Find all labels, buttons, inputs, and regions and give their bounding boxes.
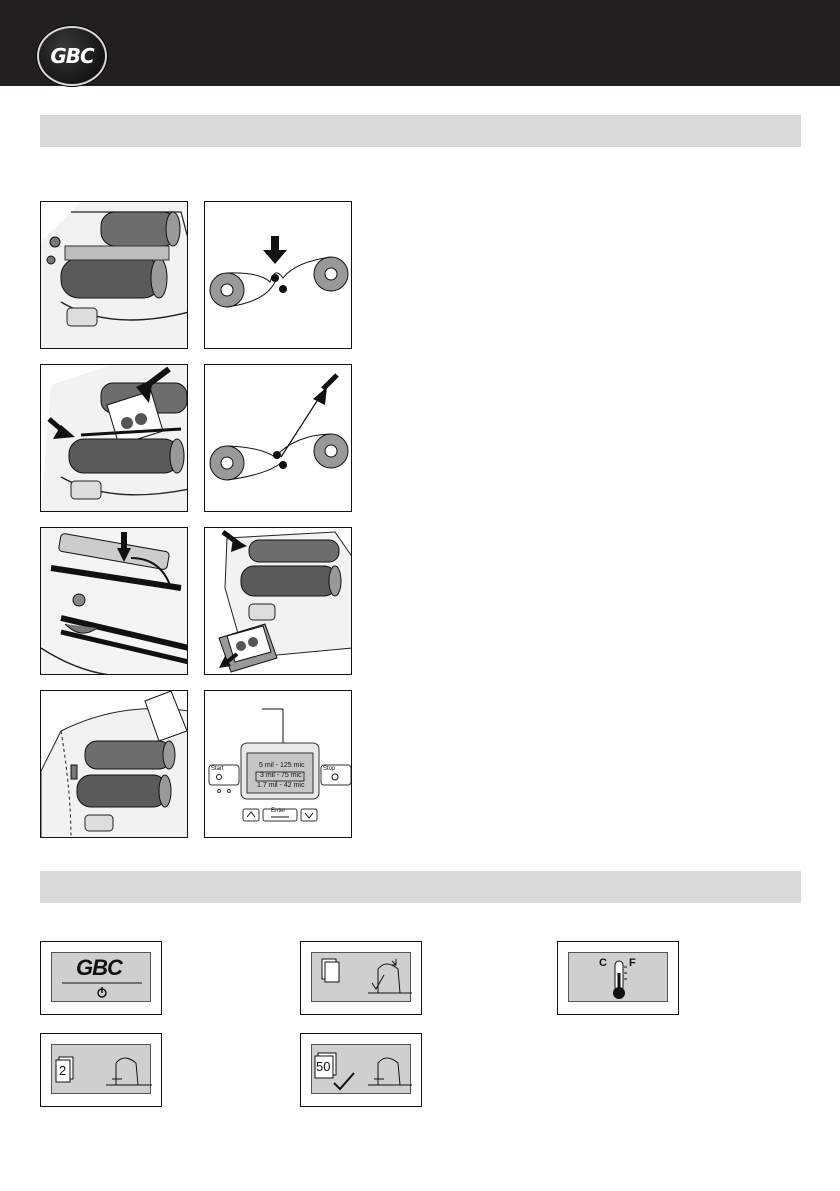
diagram-film-path-insert	[204, 364, 352, 512]
lcd-icon-power-on	[40, 941, 162, 1015]
lcd-count-large: 50	[316, 1059, 331, 1074]
lcd-count-small: 2	[59, 1063, 67, 1078]
film-option-3mil-selected: 3 mil - 75 mic	[260, 772, 302, 779]
illustration-machine-output	[204, 527, 352, 675]
stop-button[interactable]: Stop	[323, 766, 336, 772]
gbc-logo-icon	[37, 26, 107, 86]
lcd-gbc-logo: GBC	[76, 955, 122, 980]
lcd-icon-count-small	[40, 1033, 162, 1107]
temp-celsius-label: C	[599, 957, 607, 969]
lcd-icon-temperature	[557, 941, 679, 1015]
diagram-film-path-top	[204, 201, 352, 349]
illustration-machine-rolls	[40, 201, 188, 349]
temp-fahrenheit-label: F	[629, 957, 636, 969]
lcd-icon-count-large	[300, 1033, 422, 1107]
film-option-1-7mil: 1.7 mil - 42 mic	[257, 782, 305, 789]
header-bar	[0, 0, 840, 86]
start-button[interactable]: Start	[211, 766, 224, 772]
illustration-machine-document	[40, 364, 188, 512]
control-panel-diagram	[204, 690, 352, 838]
film-option-5mil: 5 mil - 125 mic	[259, 762, 305, 769]
illustration-machine-cover-open	[40, 690, 188, 838]
illustration-roller-assembly	[40, 527, 188, 675]
enter-button[interactable]: Enter	[271, 808, 286, 814]
section-bar-loading	[40, 115, 801, 147]
section-bar-display	[40, 871, 801, 903]
lcd-icon-ready	[300, 941, 422, 1015]
logo-text: GBC	[50, 44, 94, 68]
